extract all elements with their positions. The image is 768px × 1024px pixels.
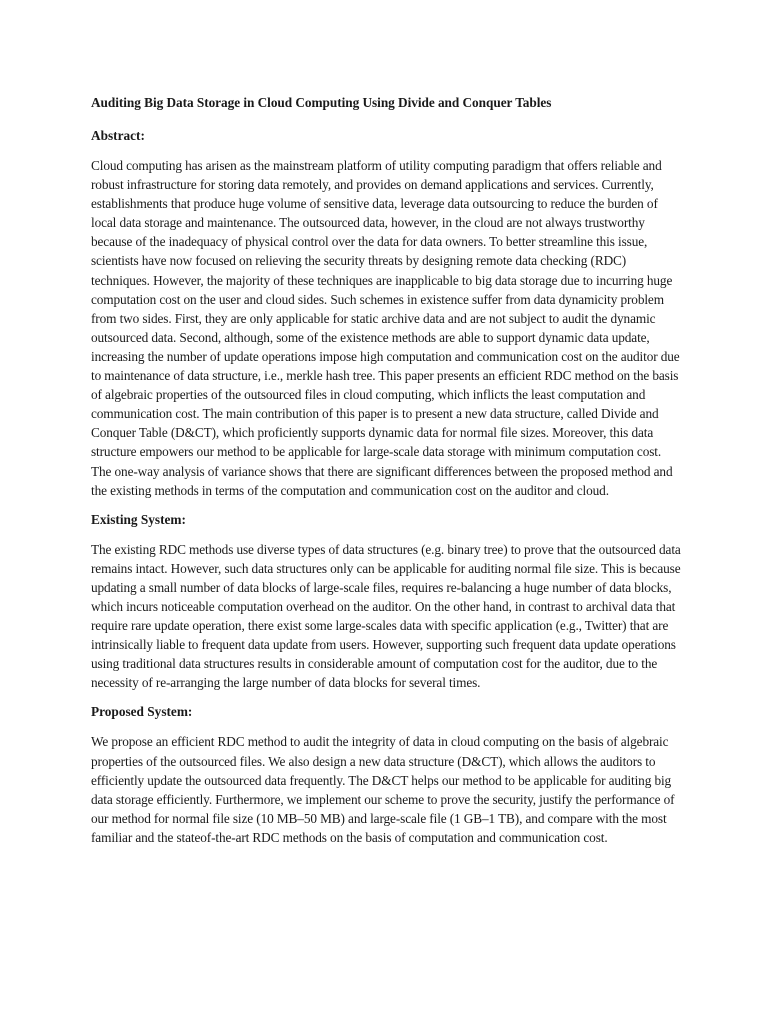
abstract-text: Cloud computing has arisen as the mainstream platform of utility computing paradigm that offers reliable and robust infrastructure for storing data remotely, and provides on demand applications and services. Currently, establishments that produce huge volume of sensitive data, leverage data outsourcing to reduce the burden of local data storage and maintenance. The outsourced data, however, in the cloud are not always trustworthy because of the inadequacy of physical control over the data for data owners. To better streamline this issue, scientists have now focused on relieving the security threats by designing remote data checking (RDC) techniques. However, the majority of these techniques are inapplicable to big data storage due to incurring huge computation cost on the user and cloud sides. Such schemes in existence suffer from data dynamicity problem from two sides. First, they are only applicable for static archive data and are not subject to audit the dynamic outsourced data. Second, although, some of the existence methods are able to support dynamic data update, increasing the number of update operations impose high computation and communication cost on the auditor due to maintenance of data structure, i.e., merkle hash tree. This paper presents an efficient RDC method on the basis of algebraic properties of the outsourced files in cloud computing, which inflicts the least computation and communication cost. The main contribution of this paper is to present a new data structure, called Divide and Conquer Table (D&CT), which proficiently supports dynamic data for normal file sizes. Moreover, this data structure empowers our method to be applicable for large-scale data storage with minimum computation cost. The one-way analysis of variance shows that there are significant differences between the proposed method and the existing methods in terms of the computation and communication cost on the auditor and cloud.: [91, 158, 680, 498]
existing-system-section: [91, 510, 682, 693]
existing-system-heading: Existing System:: [91, 511, 186, 527]
proposed-system-section: [91, 702, 682, 847]
abstract-heading: Abstract:: [91, 128, 145, 143]
proposed-system-heading: Proposed System:: [91, 704, 193, 720]
abstract-section: [91, 126, 682, 500]
existing-system-text: The existing RDC methods use diverse types of data structures (e.g. binary tree) to prove that the outsourced data remains intact. However, such data structures only can be applicable for auditing normal file size. This is because updating a small number of data blocks of large-scale files, requires re-balancing a huge number of data blocks, which incurs noticeable computation overhead on the auditor. On the other hand, in contrast to archival data that require rare update operation, there exist some large-scales data with specific application (e.g., Twitter) that are intrinsically liable to frequent data update from users. However, supporting such frequent data update operations using traditional data structures results in considerable amount of computation cost for the auditor, due to the necessity of re-arranging the large number of data blocks for several times.: [91, 541, 681, 691]
document-title: Auditing Big Data Storage in Cloud Computing Using Divide and Conquer Tables: [91, 95, 552, 110]
proposed-system-text: We propose an efficient RDC method to audit the integrity of data in cloud computing on the basis of algebraic properties of the outsourced files. We also design a new data structure (D&CT), which allows the auditors to efficiently update the outsourced data frequently. The D&CT helps our method to be applicable for auditing big data storage efficiently. Furthermore, we implement our scheme to prove the security, justify the performance of our method for normal file size (10 MB–50 MB) and large-scale file (1 GB–1 TB), and compare with the most familiar and the stateof-the-art RDC methods on the basis of computation and communication cost.: [91, 734, 675, 845]
